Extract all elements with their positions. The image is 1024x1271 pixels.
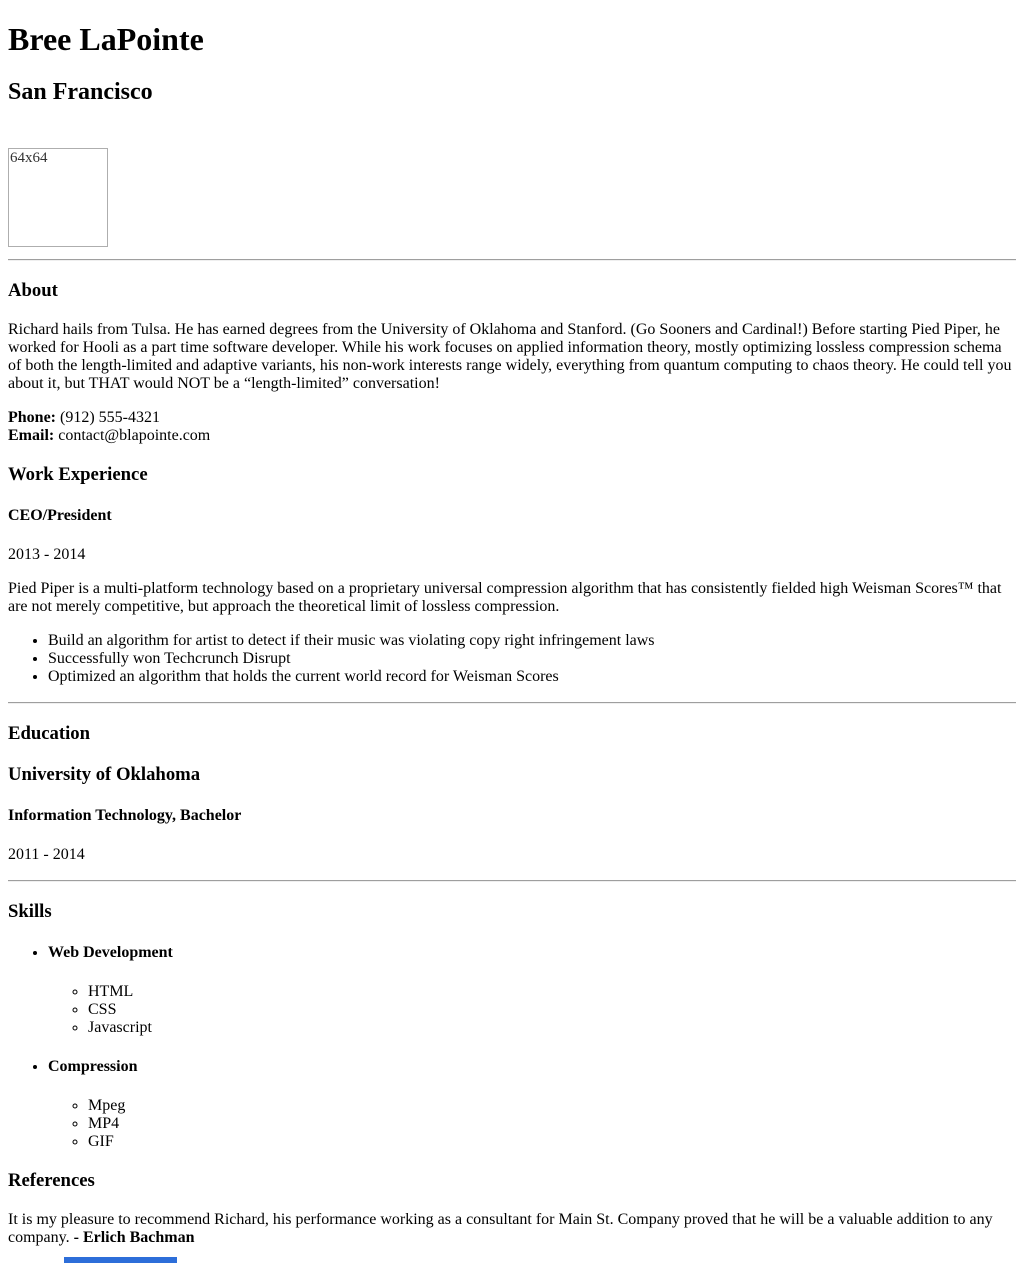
- about-bio-text: Richard hails from Tulsa. He has earned degrees from the University of Oklahoma and Stanford. (Go Sooners and Cardinal!) Before starting Pied Piper, he worked for Hooli as a part time software developer. While his work focuses on applied information theory, mostly optimizing lossless compression schema of both the length-limited and adaptive variants, his non-work interests range widely, everything from quantum computing to chaos theory. He could tell you about it, but THAT would NOT be a “length-limited” conversation!: [8, 321, 1012, 392]
- skill-item: ◦ CSS: [88, 1001, 1016, 1019]
- phone-value: (912) 555-4321: [60, 409, 160, 426]
- skill-item: ◦ Javascript: [88, 1019, 1016, 1037]
- phone-label: Phone:: [8, 409, 56, 426]
- photo-alt-text: 64x64: [10, 150, 48, 166]
- skill-group: [48, 1058, 1016, 1151]
- education-heading: Education: [8, 723, 91, 744]
- clipped-blue-element[interactable]: [64, 1257, 177, 1263]
- education-school: University of Oklahoma: [8, 764, 201, 785]
- skill-items-list: [48, 1097, 1016, 1151]
- job-title: CEO/President: [8, 507, 112, 524]
- section-divider: [8, 259, 1016, 261]
- skill-item: ◦ HTML: [88, 983, 1016, 1001]
- skill-items-list: [48, 983, 1016, 1037]
- skill-item: ◦ MP4: [88, 1115, 1016, 1133]
- email-value: contact@blapointe.com: [58, 427, 211, 444]
- job-highlight-item: • Successfully won Techcrunch Disrupt: [48, 650, 1016, 668]
- reference-attribution: - Erlich Bachman: [73, 1229, 195, 1246]
- job-highlights-list: [8, 632, 1016, 686]
- contact-block: [8, 409, 1016, 445]
- email-label: Email:: [8, 427, 55, 444]
- skills-list: [8, 944, 1016, 1151]
- skills-heading: Skills: [8, 901, 52, 922]
- job-highlight-item: • Build an algorithm for artist to detect if their music was violating copy right infringement laws: [48, 632, 1016, 650]
- job-description: Pied Piper is a multi-platform technology based on a proprietary universal compression algorithm that has consistently fielded high Weisman Scores™ that are not merely competitive, but approach the theoretical limit of lossless compression.: [8, 580, 1002, 615]
- work-experience-heading: Work Experience: [8, 464, 148, 485]
- section-divider: [8, 880, 1016, 882]
- references-heading: References: [8, 1170, 95, 1191]
- reference-text: [8, 1211, 1016, 1247]
- about-heading: About: [8, 280, 58, 301]
- resume-page: [8, 21, 1016, 1263]
- job-dates: 2013 - 2014: [8, 546, 86, 563]
- profile-photo-container: [8, 148, 1016, 247]
- education-degree: Information Technology, Bachelor: [8, 807, 242, 824]
- section-divider: [8, 702, 1016, 704]
- location-subtitle: San Francisco: [8, 79, 153, 105]
- skill-item: ◦ GIF: [88, 1133, 1016, 1151]
- skill-group-name: • Compression: [48, 1058, 138, 1075]
- education-dates: 2011 - 2014: [8, 846, 85, 863]
- skill-group: [48, 944, 1016, 1037]
- page-title: Bree LaPointe: [8, 21, 204, 57]
- broken-image-placeholder: [8, 148, 108, 247]
- job-highlight-item: • Optimized an algorithm that holds the current world record for Weisman Scores: [48, 668, 1016, 686]
- skill-group-name: • Web Development: [48, 944, 173, 961]
- reference-quote: It is my pleasure to recommend Richard, his performance working as a consultant for Main St. Company proved that he will be a valuable addition to any company.: [8, 1211, 993, 1246]
- skill-item: ◦ Mpeg: [88, 1097, 1016, 1115]
